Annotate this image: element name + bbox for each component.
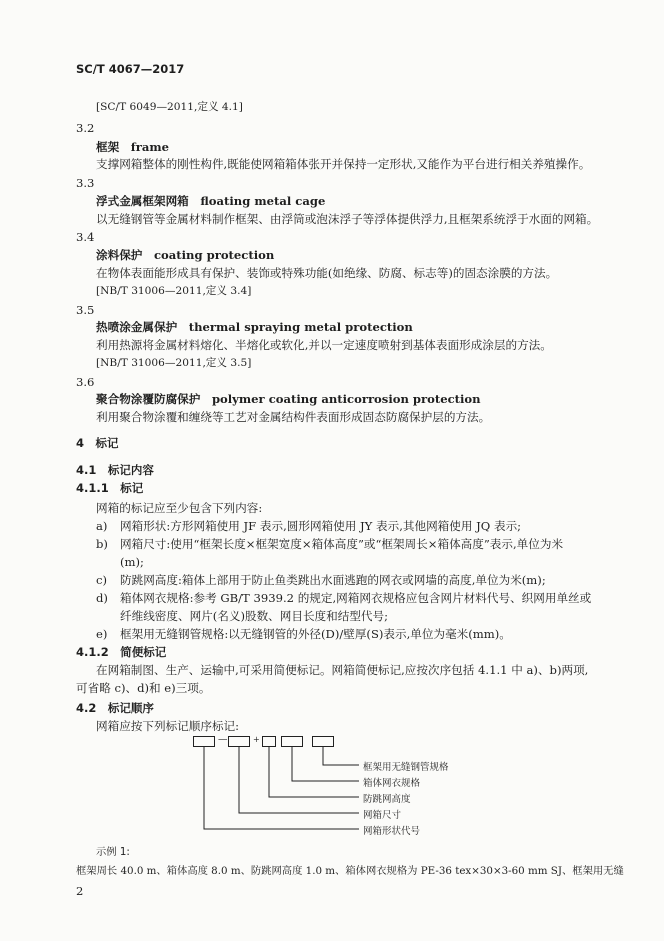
diagram-label: 箱体网衣规格 (363, 778, 421, 789)
diagram-label: 网箱尺寸 (363, 810, 402, 821)
term-definition: 利用聚合物涂覆和缠绕等工艺对金属结构件表面形成固态防腐保护层的方法。 (96, 410, 491, 424)
section-heading: 4.1 标记内容 (76, 463, 154, 477)
term-definition: 支撑网箱整体的刚性构件,既能使网箱箱体张开并保持一定形状,又能作为平台进行相关养殖操作。 (96, 157, 591, 171)
list-marker: a) (96, 519, 108, 533)
section-heading: 4.1.1 标记 (76, 481, 144, 495)
reference: [NB/T 31006—2011,定义 3.5] (96, 357, 252, 369)
example-text: 框架周长 40.0 m、箱体高度 8.0 m、防跳网高度 1.0 m、箱体网衣规格为 PE-36 tex×30×3-60 mm SJ、框架用无缝 (76, 865, 624, 877)
dash-symbol: — (218, 734, 228, 745)
diagram-label: 框架用无缝钢管规格 (363, 762, 449, 773)
doc-code: SC/T 4067—2017 (76, 62, 185, 76)
term-definition: 利用热源将金属材料熔化、半熔化或软化,并以一定速度喷射到基体表面形成涂层的方法。 (96, 338, 552, 352)
list-marker: d) (96, 591, 108, 605)
list-item: 网箱形状:方形网箱使用 JF 表示,圆形网箱使用 JY 表示,其他网箱使用 JQ 表示; (120, 519, 522, 533)
term-number: 3.3 (76, 176, 95, 190)
paragraph: 网箱的标记应至少包含下列内容: (96, 501, 263, 515)
list-item-continued: 纤维线密度、网片(名义)股数、网目长度和结型代号; (120, 609, 389, 623)
pipe-spec-box (312, 736, 334, 747)
paragraph-continued: 可省略 c)、d)和 e)三项。 (76, 681, 211, 695)
list-item: 网箱尺寸:使用“框架长度×框架宽度×箱体高度”或“框架周长×箱体高度”表示,单位为米 (120, 537, 564, 551)
reference: [SC/T 6049—2011,定义 4.1] (96, 101, 243, 113)
size-box (228, 736, 250, 747)
list-item: 防跳网高度:箱体上部用于防止鱼类跳出水面逃跑的网衣或网墙的高度,单位为米(m); (120, 573, 546, 587)
term-definition: 在物体表面能形成具有保护、装饰或特殊功能(如绝缘、防腐、标志等)的固态涂膜的方法。 (96, 266, 558, 280)
example-title: 示例 1: (96, 846, 130, 858)
term-title: 涂料保护 coating protection (96, 248, 275, 262)
section-heading: 4.2 标记顺序 (76, 701, 154, 715)
term-title: 浮式金属框架网箱 floating metal cage (96, 194, 326, 208)
list-item-continued: (m); (120, 555, 144, 569)
plus-symbol: + (253, 735, 260, 744)
list-marker: b) (96, 537, 108, 551)
term-number: 3.6 (76, 375, 95, 389)
list-item: 箱体网衣规格:参考 GB/T 3939.2 的规定,网箱网衣规格应包含网片材料代号、织网用单丝或 (120, 591, 592, 605)
paragraph: 网箱应按下列标记顺序标记: (96, 719, 240, 733)
diagram-label: 网箱形状代号 (363, 826, 421, 837)
list-marker: e) (96, 627, 108, 641)
term-title: 框架 frame (96, 140, 170, 154)
section-heading: 4 标记 (76, 436, 119, 450)
term-definition: 以无缝钢管等金属材料制作框架、由浮筒或泡沫浮子等浮体提供浮力,且框架系统浮于水面的网箱。 (96, 212, 599, 226)
term-number: 3.2 (76, 121, 95, 135)
section-heading: 4.1.2 简便标记 (76, 645, 167, 659)
term-title: 聚合物涂覆防腐保护 polymer coating anticorrosion protection (96, 392, 481, 406)
net-spec-box (281, 736, 303, 747)
term-title: 热喷涂金属保护 thermal spraying metal protection (96, 320, 413, 334)
paragraph: 在网箱制图、生产、运输中,可采用简便标记。网箱简便标记,应按次序包括 4.1.1 中 a)、b)两项, (96, 663, 589, 677)
reference: [NB/T 31006—2011,定义 3.4] (96, 285, 252, 297)
list-item: 框架用无缝钢管规格:以无缝钢管的外径(D)/壁厚(S)表示,单位为毫米(mm)。 (120, 627, 511, 641)
term-number: 3.4 (76, 230, 95, 244)
page-number: 2 (76, 884, 84, 898)
term-number: 3.5 (76, 303, 95, 317)
list-marker: c) (96, 573, 108, 587)
shape-code-box (193, 736, 215, 747)
jump-net-height-box (262, 736, 276, 747)
diagram-label: 防跳网高度 (363, 794, 411, 805)
